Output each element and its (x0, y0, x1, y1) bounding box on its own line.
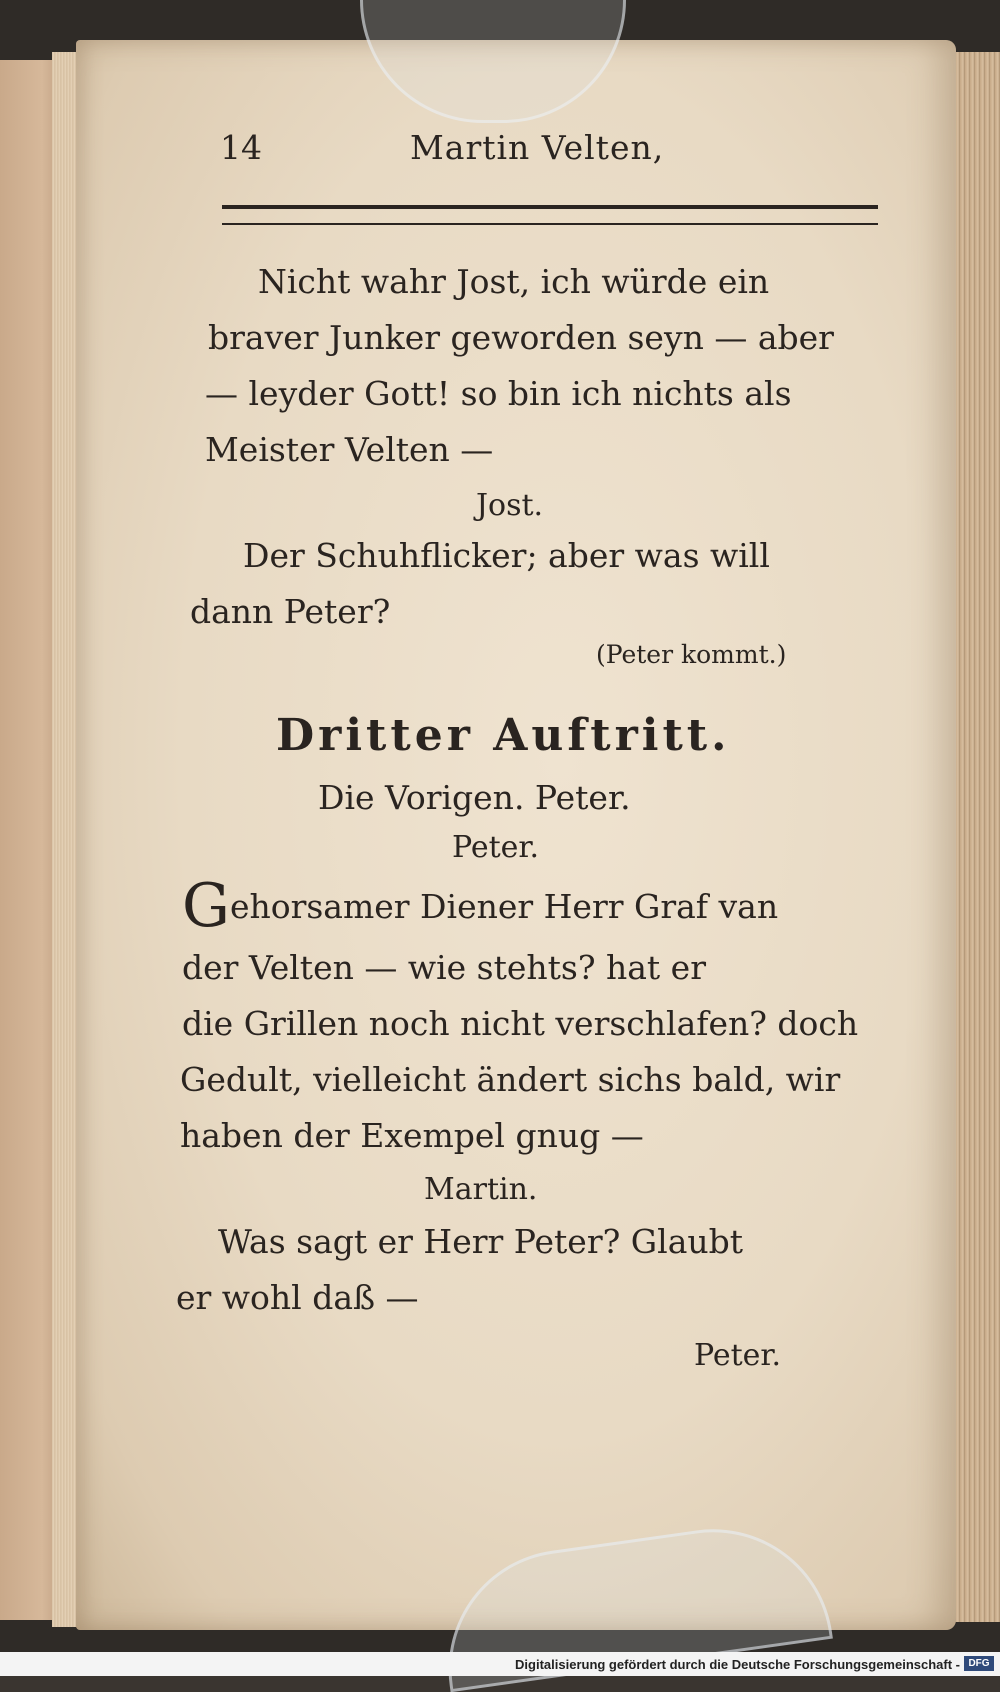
speaker-jost: Jost. (476, 488, 544, 523)
running-title: Martin Velten, (410, 128, 665, 167)
text-line: haben der Exempel gnug — (180, 1116, 644, 1155)
stage-direction: (Peter kommt.) (596, 640, 787, 669)
text-line: Der Schuhflicker; aber was will (243, 536, 770, 575)
text-line: Was sagt er Herr Peter? Glaubt (218, 1222, 744, 1261)
right-page-stack (955, 52, 1000, 1622)
footer-bar (0, 1652, 1000, 1676)
header-rule (222, 205, 878, 225)
scene-title: Dritter Auftritt. (276, 710, 731, 761)
text-line: ehorsamer Diener Herr Graf van (229, 887, 779, 926)
cast-list: Die Vorigen. Peter. (318, 778, 631, 817)
dfg-logo: DFG (964, 1656, 994, 1671)
text-line-first (182, 871, 779, 941)
speaker-martin: Martin. (424, 1172, 538, 1207)
text-line: braver Junker geworden seyn — aber (208, 318, 834, 357)
page-number: 14 (220, 128, 262, 167)
catchword: Peter. (694, 1338, 781, 1373)
text-line: dann Peter? (190, 592, 391, 631)
text-line: Meister Velten — (205, 430, 494, 469)
speaker-peter: Peter. (452, 830, 539, 865)
page-header (220, 128, 880, 178)
text-line: der Velten — wie stehts? hat er (182, 948, 706, 987)
text-line: er wohl daß — (176, 1278, 419, 1317)
text-line: — leyder Gott! so bin ich nichts als (205, 374, 792, 413)
drop-cap: G (182, 871, 230, 941)
footer-credit: Digitalisierung gefördert durch die Deutsche Forschungsgemeinschaft - (515, 1657, 960, 1672)
text-line: Gedult, vielleicht ändert sichs bald, wir (180, 1060, 841, 1099)
text-line: Nicht wahr Jost, ich würde ein (258, 262, 770, 301)
text-line: die Grillen noch nicht verschlafen? doch (182, 1004, 859, 1043)
